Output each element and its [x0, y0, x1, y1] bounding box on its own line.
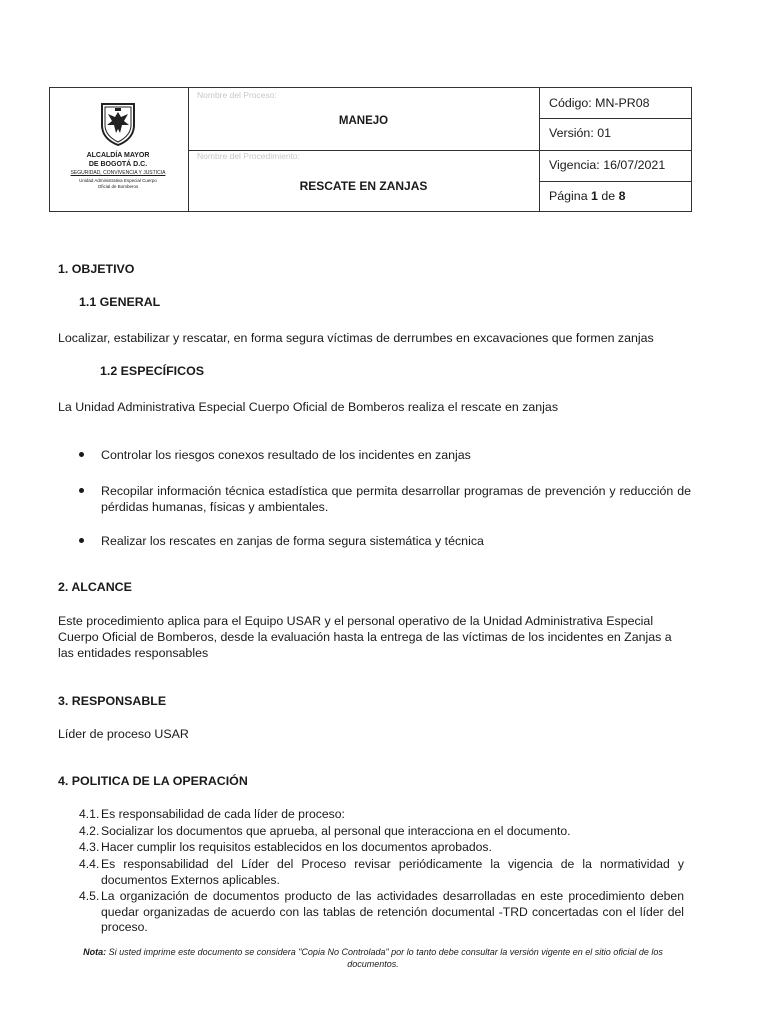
- logo-line-5: Oficial de Bomberos: [97, 184, 139, 189]
- bullet-dot: [79, 538, 84, 543]
- pagina-prefix: Página: [549, 189, 592, 203]
- vigencia-field: Vigencia: 16/07/2021: [549, 158, 666, 172]
- section-1-title: 1. OBJETIVO: [58, 262, 135, 276]
- pagina-total: 8: [618, 189, 626, 203]
- document-header-table: [49, 87, 692, 212]
- logo-line-4: Unidad Administrativa Especial Cuerpo: [79, 178, 157, 183]
- footer-note: [58, 946, 688, 970]
- policy-text: La organización de documentos producto de las actividades desarrolladas en este procedimiento deben quedar organizadas de acuerdo con las tablas de retención documental -TRD concertadas con el líder del proceso.: [101, 889, 684, 934]
- policy-number: 4.5.: [79, 889, 100, 903]
- section-4-title: 4. POLITICA DE LA OPERACIÓN: [58, 774, 248, 788]
- pagina-number: 1: [591, 189, 598, 203]
- logo-line-1: ALCALDÍA MAYOR: [86, 152, 150, 159]
- process-caption: Nombre del Proceso:: [197, 90, 277, 100]
- logo-line-3: SEGURIDAD, CONVIVENCIA Y JUSTICIA: [70, 170, 166, 176]
- section-2-text: Este procedimiento aplica para el Equipo USAR y el personal operativo de la Unidad Administrativa Especial Cuerpo Oficial de Bomberos, desde la evaluación hasta la entrega de las víctimas de los incidentes en Zanjas a las entidades responsables: [58, 614, 672, 660]
- procedure-name: RESCATE EN ZANJAS: [299, 179, 428, 193]
- pagina-field: [549, 189, 626, 203]
- bullet-item-3: Realizar los rescates en zanjas de forma segura sistemática y técnica: [101, 534, 484, 548]
- pagina-mid: de: [597, 189, 619, 203]
- policy-number: 4.4.: [79, 857, 100, 871]
- procedure-caption: Nombre del Procedimiento:: [197, 151, 300, 161]
- policy-number: 4.1.: [79, 807, 100, 821]
- policy-text: Hacer cumplir los requisitos establecidos en los documentos aprobados.: [101, 840, 492, 854]
- section-1-1-text: Localizar, estabilizar y rescatar, en forma segura víctimas de derrumbes en excavaciones que formen zanjas: [58, 331, 654, 345]
- policy-number: 4.2.: [79, 824, 100, 838]
- policy-number: 4.3.: [79, 840, 100, 854]
- codigo-field: Código: MN-PR08: [549, 96, 650, 110]
- section-3-text: Líder de proceso USAR: [58, 727, 189, 741]
- bullet-dot: [79, 488, 84, 493]
- bogota-logo: [50, 88, 188, 211]
- bullet-item-2: Recopilar información técnica estadística que permita desarrollar programas de prevención y reducción de pérdidas humanas, físicas y ambientales.: [101, 484, 691, 514]
- policy-text: Socializar los documentos que aprueba, al personal que interacciona en el documento.: [101, 824, 571, 838]
- section-3-title: 3. RESPONSABLE: [58, 694, 167, 708]
- section-1-1-title: 1.1 GENERAL: [79, 295, 161, 309]
- bullet-item-1: Controlar los riesgos conexos resultado de los incidentes en zanjas: [101, 448, 471, 462]
- section-1-2-title: 1.2 ESPECÍFICOS: [100, 364, 204, 378]
- logo-line-2: DE BOGOTÁ D.C.: [88, 161, 148, 168]
- policy-text: Es responsabilidad de cada líder de proceso:: [101, 807, 345, 821]
- policy-text: Es responsabilidad del Líder del Proceso revisar periódicamente la vigencia de la normatividad y documentos Externos aplicables.: [101, 857, 684, 887]
- section-2-title: 2. ALCANCE: [58, 580, 132, 594]
- coat-of-arms-icon: [98, 101, 138, 147]
- version-field: Versión: 01: [549, 126, 611, 140]
- footer-note-text: Si usted imprime este documento se considera "Copia No Controlada" por lo tanto debe consultar la versión vigente en el sitio oficial de los documentos.: [106, 947, 663, 969]
- process-name: MANEJO: [338, 115, 389, 127]
- section-1-2-text: La Unidad Administrativa Especial Cuerpo Oficial de Bomberos realiza el rescate en zanjas: [58, 400, 559, 414]
- footer-note-label: Nota:: [83, 947, 107, 957]
- bullet-dot: [79, 452, 84, 457]
